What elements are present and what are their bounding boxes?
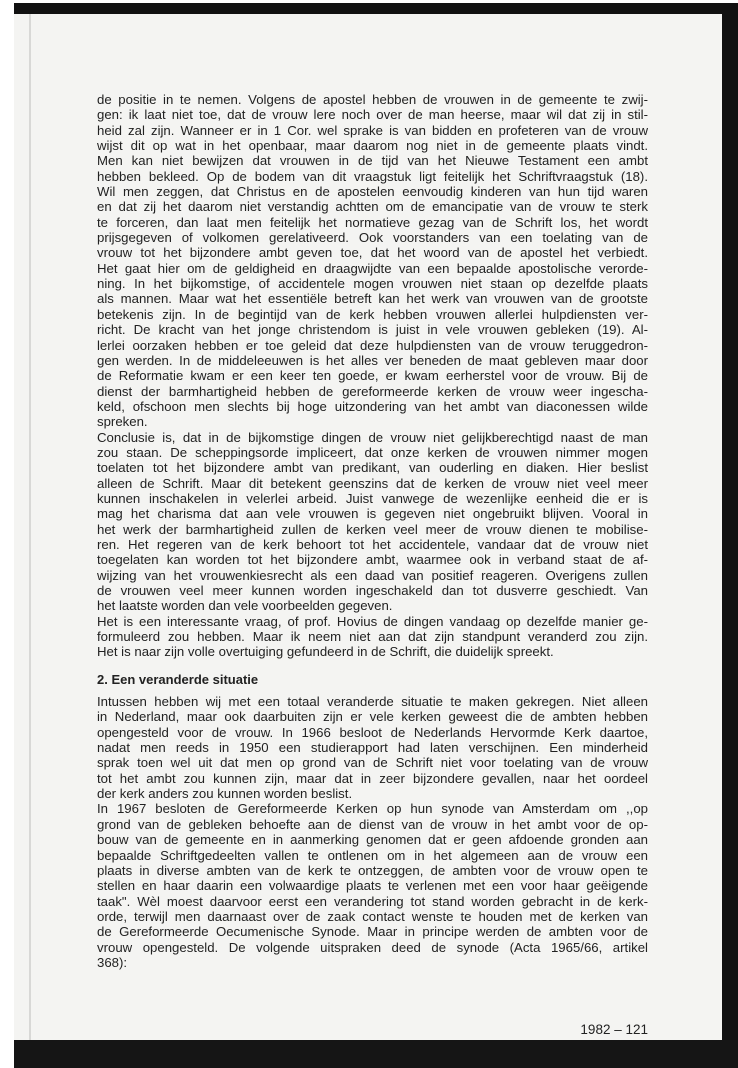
text-line: bepaalde Schriftgedeelten vallen te ontlenen om in het algemeen aan de vrouw een bbox=[97, 847, 648, 863]
text-line: ren. Het regeren van de kerk behoort tot het accidentele, vandaar dat de vrouw niet bbox=[97, 536, 648, 552]
paragraph bbox=[97, 694, 648, 801]
scan-border-bottom bbox=[14, 1040, 738, 1068]
paragraph bbox=[97, 801, 648, 970]
paragraphs-after-heading bbox=[97, 694, 648, 970]
text-line: en dat zij het daarom niet verstandig achtten om de emancipatie van de vrouw te sterk bbox=[97, 199, 648, 215]
text-line: zou staan. De scheppingsorde impliceert, dat onze kerken de vrouwen nimmer mogen bbox=[97, 444, 648, 460]
text-line: richt. De kracht van het jonge christendom is juist in vele vrouwen gebleken (19). Al- bbox=[97, 322, 648, 338]
text-line: 368): bbox=[97, 954, 128, 970]
text-line: gen: ik laat niet toe, dat de vrouw lere noch over de man heerse, maar wil dat zij in stil- bbox=[97, 107, 648, 123]
paragraph bbox=[97, 430, 648, 614]
text-line: formuleerd zou hebben. Maar ik neem niet aan dat zijn standpunt veranderd zou zijn. bbox=[97, 629, 648, 645]
text-line: spreken. bbox=[97, 414, 148, 430]
text-line: taak". Wèl moest daarvoor eerst een verandering tot stand worden gebracht in de kerk- bbox=[97, 893, 648, 909]
text-line: Het is naar zijn volle overtuiging gefundeerd in de Schrift, die duidelijk spreekt. bbox=[97, 644, 554, 660]
page-number: 1982 – 121 bbox=[580, 1022, 648, 1037]
scan-border-right bbox=[722, 3, 738, 1068]
text-line: wijst dit op wat in het openbaar, maar daarom nog niet in de gemeente plaats vindt. bbox=[97, 138, 648, 154]
text-line: de positie in te nemen. Volgens de apostel hebben de vrouwen in de gemeente te zwij- bbox=[97, 92, 648, 107]
text-line: tot het ambt zou kunnen zijn, maar dat in zeer bijzondere gevallen, naar het oordeel bbox=[97, 770, 648, 786]
text-line: Conclusie is, dat in de bijkomstige dingen de vrouw niet gelijkberechtigd naast de man bbox=[97, 429, 648, 445]
text-line: keld, ofschoon men slechts bij hoge uitzondering van het ambt van diaconessen wilde bbox=[97, 398, 648, 414]
text-line: wijzing van het vrouwenkiesrecht als een daad van positief reageren. Overigens zullen bbox=[97, 567, 648, 583]
text-line: orde, terwijl men daarnaast over de zaak contact wenste te houden met de kerken van bbox=[97, 908, 648, 924]
text-line: alleen de Schrift. Maar dit betekent geenszins dat de kerken de vrouw niet veel meer bbox=[97, 475, 648, 491]
text-line: plaats in diverse ambten van de kerk te ontzeggen, de ambten voor de vrouw open te bbox=[97, 862, 648, 878]
text-line: het werk der barmhartigheid zullen de kerken veel meer de vrouw dienen te mobilise- bbox=[97, 521, 648, 537]
text-line: als mannen. Maar wat het essentiële betreft kan het werk van vrouwen van de grootste bbox=[97, 291, 648, 307]
text-line: Men kan niet bewijzen dat vrouwen in de tijd van het Nieuwe Testament een ambt bbox=[97, 153, 648, 169]
text-line: stellen en haar daarin een volwaardige plaats te verlenen met een voor haar geëigende bbox=[97, 878, 648, 894]
text-line: de Gereformeerde Oecumenische Synode. Maar in principe werden de ambten voor de bbox=[97, 924, 648, 940]
text-line: prijsgegeven of volkomen gerelativeerd. Ook voorstanders van een toelating van de bbox=[97, 230, 648, 246]
text-line: de Reformatie kwam er een keer ten goede, er kwam eerherstel voor de vrouw. Bij de bbox=[97, 368, 648, 384]
text-line: betekenis zijn. In de begintijd van de kerk hebben vrouwen allerlei hulpdiensten ver- bbox=[97, 306, 648, 322]
text-line: toegelaten kan worden tot het bijzondere ambt, waarmee ook in verband staat de af- bbox=[97, 552, 648, 568]
text-line: in Nederland, maar ook daarbuiten zijn er vele kerken geweest die de ambten hebben bbox=[97, 709, 648, 725]
paragraphs-before-heading bbox=[97, 92, 648, 660]
paragraph bbox=[97, 614, 648, 660]
text-line: gen werden. In de middeleeuwen is het alles ver beneden de maat gebleven maar door bbox=[97, 352, 648, 368]
body-text bbox=[97, 92, 648, 970]
text-line: sprak toen wel uit dat men op grond van de Schrift niet voor toelating van de vrouw bbox=[97, 755, 648, 771]
text-line: Het is een interessante vraag, of prof. Hovius de dingen vandaag op dezelfde manier ge- bbox=[97, 613, 648, 629]
paragraph bbox=[97, 92, 648, 430]
text-line: nadat men reeds in 1950 een studierapport had laten verschijnen. Een minderheid bbox=[97, 740, 648, 756]
text-line: Het gaat hier om de geldigheid en draagwijdte van een bepaalde apostolische verorde- bbox=[97, 260, 648, 276]
text-line: ning. In het bijkomstige, of accidentele mogen vrouwen niet staan op dezelfde plaats bbox=[97, 276, 648, 292]
text-line: het laatste worden dan vele voorbeelden gegeven. bbox=[97, 598, 393, 614]
text-line: der kerk anders zou kunnen worden beslist. bbox=[97, 786, 353, 802]
text-line: te forceren, dan laat men feitelijk het normatieve gezag van de Schrift los, het wordt bbox=[97, 214, 648, 230]
text-line: de vrouwen veel meer kunnen worden ingeschakeld dan tot dusverre geschiedt. Van bbox=[97, 583, 648, 598]
section-heading: 2. Een veranderde situatie bbox=[97, 671, 259, 687]
text-line: bouw van de gemeente en in aanmerking genomen dat er geen afdoende gronden aan bbox=[97, 832, 648, 848]
text-line: hebben bekleed. Op de bodem van dit vraagstuk ligt feitelijk het Schriftvraagstuk (18). bbox=[97, 168, 648, 184]
text-line: grond van de gebleken behoefte aan de dienst van de vrouw in het ambt voor de op- bbox=[97, 816, 648, 832]
text-line: opengesteld voor de vrouw. In 1966 besloot de Nederlands Hervormde Kerk daartoe, bbox=[97, 724, 648, 740]
text-line: mag het charisma dat aan vele vrouwen is gegeven niet ongebruikt blijven. Vooral in bbox=[97, 506, 648, 522]
text-line: vrouw opengesteld. De volgende uitspraken deed de synode (Acta 1965/66, artikel bbox=[97, 939, 648, 955]
text-line: kunnen inschakelen in velerlei arbeid. Juist vanwege de wezenlijke eenheid die er is bbox=[97, 490, 648, 506]
text-line: heid zal zijn. Wanneer er in 1 Cor. wel sprake is van bidden en profeteren van de vrouw bbox=[97, 122, 648, 138]
text-line: In 1967 besloten de Gereformeerde Kerken op hun synode van Amsterdam om ,,op bbox=[97, 801, 648, 817]
text-line: Wil men zeggen, dat Christus en de apostelen eenvoudig kinderen van hun tijd waren bbox=[97, 184, 648, 200]
page-fold-line bbox=[29, 14, 31, 1040]
scan-border-top bbox=[14, 3, 738, 14]
text-line: vrouw tot het bijzondere ambt geven toe, dat het woord van de apostel het verbiedt. bbox=[97, 245, 648, 261]
text-line: dienst der barmhartigheid hebben de gereformeerde kerken de vrouw weer ingescha- bbox=[97, 383, 648, 399]
text-line: lerlei oorzaken hebben er toe geleid dat deze hulpdiensten van de vrouw teruggedron- bbox=[97, 337, 648, 353]
text-line: Intussen hebben wij met een totaal veranderde situatie te maken gekregen. Niet alleen bbox=[97, 694, 648, 710]
text-line: toelaten tot het bijzondere ambt van predikant, van ouderling en diaken. Hier beslist bbox=[97, 460, 648, 476]
